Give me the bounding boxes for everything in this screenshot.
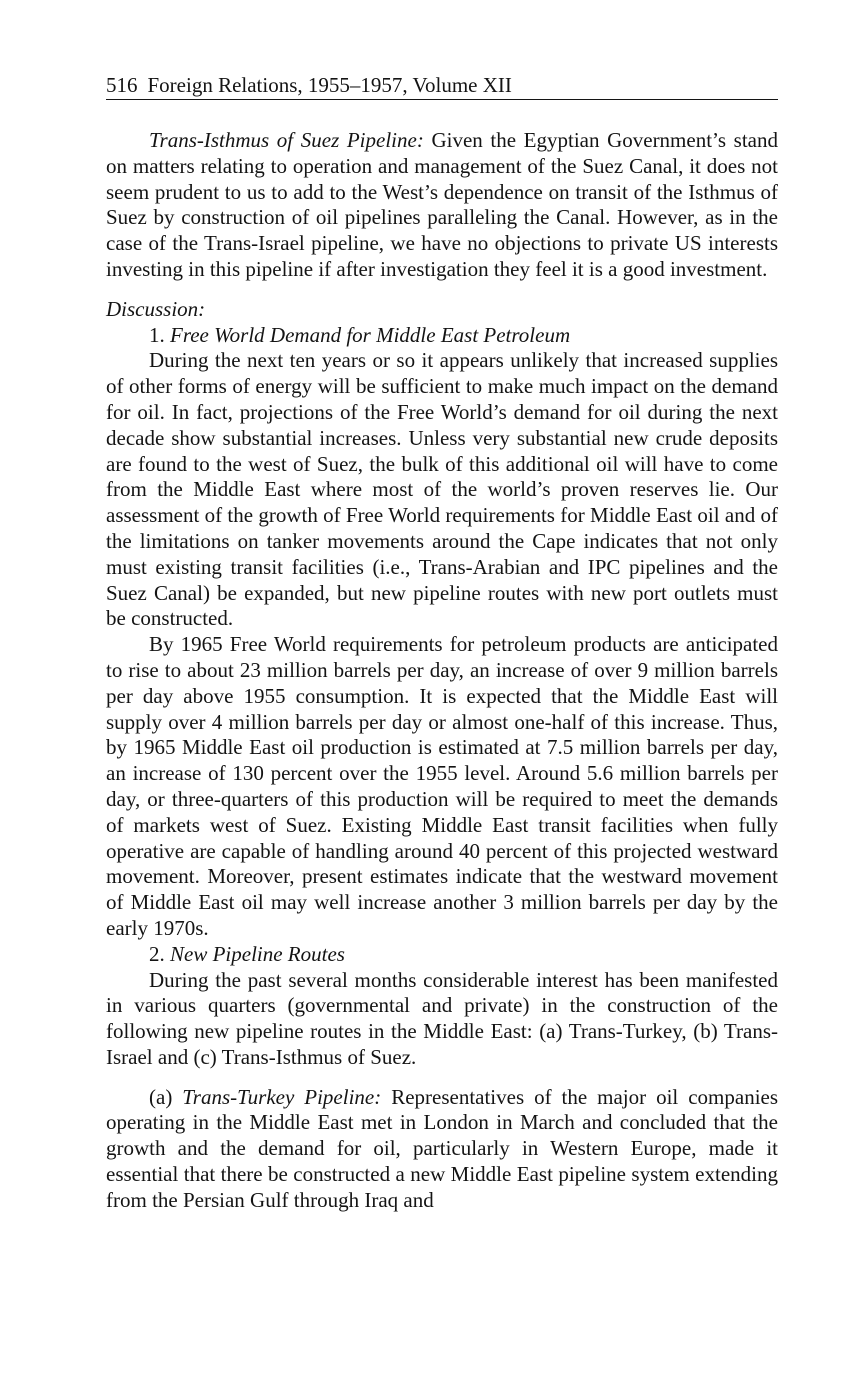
paragraph-demand: During the next ten years or so it appears unlikely that increased supplies of other forms of energy will be sufficient to make much impact on the demand for oil. In fact, projections of the Free World’s demand for oil during the next decade show substantial increases. Unless very substantial new crude deposits are found to the west of Suez, the bulk of this additional oil will have to come from the Middle East where most of the world’s proven reserves lie. Our assessment of the growth of Free World requirements for Middle East oil and of the limitations on tanker movements around the Cape indicates that not only must existing transit facilities (i.e., Trans-Arabian and IPC pipelines and the Suez Canal) be expanded, but new pipeline routes with new port outlets must be constructed. <box>106 348 778 631</box>
paragraph-lead: Trans-Isthmus of Suez Pipeline: <box>149 128 424 152</box>
paragraph-1965-projection: By 1965 Free World requirements for petroleum products are anticipated to rise to about 23 million barrels per day, an increase of over 9 million barrels per day above 1955 consumption. It is expected that the Middle East will supply over 4 million barrels per day or almost one-half of this increase. Thus, by 1965 Middle East oil production is estimated at 7.5 million barrels per day, an increase of 130 percent over the 1955 level. Around 5.6 million barrels per day, or three-quarters of this production will be required to meet the demands of markets west of Suez. Existing Middle East transit facilities when fully operative are capable of handling around 40 percent of this projected westward movement. Moreover, present estimates indicate that the westward movement of Middle East oil may well increase another 3 million barrels per day by the early 1970s. <box>106 632 778 940</box>
paragraph-trans-turkey <box>106 1085 778 1214</box>
section-heading-1 <box>106 323 778 349</box>
running-header <box>106 72 778 100</box>
paragraph-pipeline-routes: During the past several months considerable interest has been manifested in various quarters (governmental and private) in the construction of the following new pipeline routes in the Middle East: (a) Trans-Turkey, (b) Trans-Israel and (c) Trans-Isthmus of Suez. <box>106 967 778 1069</box>
section-title: New Pipeline Routes <box>170 941 345 966</box>
paragraph-text: Given the Egyptian Government’s stand on matters relating to operation and management of the Suez Canal, it does not seem prudent to us to add to the West’s dependence on transit of the Isthmus of Suez by construction of oil pipelines paralleling the Canal. However, as in the case of the Trans-Israel pipeline, we have no objections to private US interests investing in this pipeline if after investigation they feel it is a good investment. <box>106 128 778 281</box>
page-number: 516 <box>106 73 138 97</box>
document-body <box>106 128 778 1214</box>
paragraph-prefix: (a) <box>149 1084 173 1109</box>
section-heading-2 <box>106 942 778 968</box>
paragraph-text: Representatives of the major oil companies operating in the Middle East met in London in March and concluded that the growth and the demand for oil, particularly in Western Europe, made it essential that there be constructed a new Middle East pipeline system extending from the Persian Gulf through Iraq and <box>106 1084 779 1212</box>
paragraph-suez-pipeline <box>106 128 778 283</box>
discussion-heading: Discussion: <box>106 296 206 321</box>
paragraph-lead: Trans-Turkey Pipeline: <box>182 1084 382 1109</box>
section-number: 2. <box>149 941 165 966</box>
section-title: Free World Demand for Middle East Petroleum <box>170 322 571 347</box>
running-title: Foreign Relations, 1955–1957, Volume XII <box>147 73 512 97</box>
section-number: 1. <box>149 322 165 347</box>
